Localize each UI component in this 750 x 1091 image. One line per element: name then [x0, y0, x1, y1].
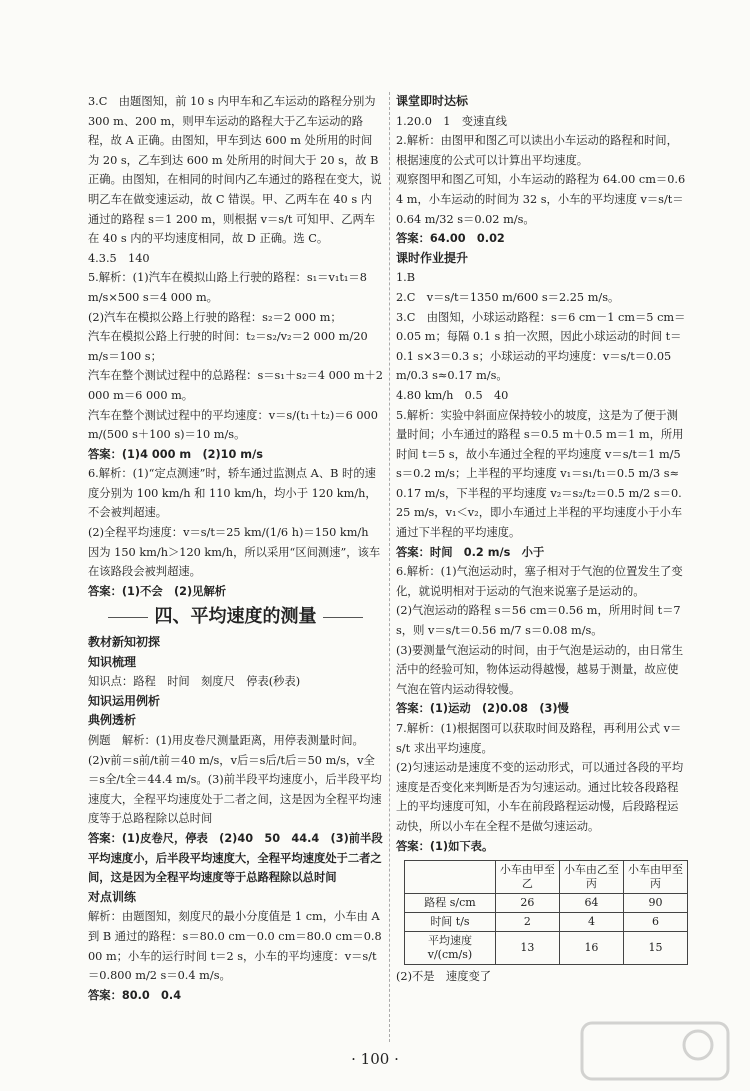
table-cell: 64 — [559, 894, 623, 913]
right-line: 1.20.0 1 变速直线 — [396, 114, 507, 128]
right-line: 2.解析：由图甲和图乙可以读出小车运动的路程和时间，根据速度的公式可以计算出平均速度。 — [396, 134, 678, 167]
answer-line: 答案：时间 0.2 m/s 小于 — [396, 545, 545, 559]
right-line: (2)匀速运动是速度不变的运动形式，可以通过各段的平均速度是否变化来判断是否为匀速运动。通过比较各段路程上的平均速度可知，小车在前段路程运动慢，后段路程运动快，所以小车在全程不是做匀速运动。 — [396, 761, 684, 833]
right-line: 2.C v＝s/t＝1350 m/600 s＝2.25 m/s。 — [396, 290, 620, 304]
right-line: (2)气泡运动的路程 s＝56 cm＝0.56 m，所用时间 t＝7 s，则 v＝s/t＝0.56 m/7 s＝0.08 m/s。 — [396, 604, 685, 638]
left-line: 5.解析：(1)汽车在模拟山路上行驶的路程：s₁＝v₁t₁＝8 m/s×500 s＝4 000 m。 — [88, 271, 371, 304]
section-title: 四、平均速度的测量 — [88, 607, 383, 627]
table-cell: 小车由甲至丙 — [623, 861, 687, 894]
left-line: 汽车在整个测试过程中的平均速度：v＝s/(t₁＋t₂)＝6 000 m/(500 s＋100 s)＝10 m/s。 — [88, 408, 382, 442]
left-line: 例题 解析：(1)用皮卷尺测量距离，用停表测量时间。 — [88, 734, 364, 747]
left-line: (2)v前＝s前/t前＝40 m/s，v后＝s后/t后＝50 m/s，v全＝s全/t全＝44.4 m/s。(3)前半段平均速度小，后半段平均速度大，全程平均速度处于二者之间，这是因为全程平均速度等于总路程除以总时间 — [88, 753, 382, 826]
left-line: (2)全程平均速度：v＝s/t＝25 km/(1/6 h)＝150 km/h — [88, 526, 369, 540]
right-line: 4.80 km/h 0.5 40 — [396, 388, 509, 402]
left-column — [88, 92, 387, 1005]
right-line: 观察图甲和图乙可知，小车运动的路程为 64.00 cm＝0.64 m，小车运动的时间为 32 s，小车的平均速度 v＝s/t＝0.64 m/32 s＝0.02 m/s。 — [396, 173, 686, 226]
answer-line: 答案：(1)不会 (2)见解析 — [88, 584, 227, 598]
table-cell — [405, 861, 496, 894]
right-line: 6.解析：(1)气泡运动时，塞子相对于气泡的位置发生了变化，就说明相对于运动的气泡来说塞子是运动的。 — [396, 565, 683, 598]
left-line: 6.解析：(1)“定点测速”时，轿车通过监测点 A、B 时的速度分别为 100 km/h 和 110 km/h，均小于 120 km/h，不会被判超速。 — [88, 467, 377, 520]
left-line: 汽车在整个测试过程中的总路程：s＝s₁＋s₂＝4 000 m＋2 000 m＝6 000 m。 — [88, 369, 387, 402]
heading: 教材新知初探 — [88, 635, 161, 650]
answer-line: 答案：64.00 0.02 — [396, 232, 505, 246]
right-column — [396, 92, 688, 987]
answer-line: 答案：80.0 0.4 — [88, 988, 182, 1002]
table-cell: 26 — [495, 894, 559, 913]
right-line: 5.解析：实验中斜面应保持较小的坡度，这是为了便于测量时间；小车通过的路程 s＝0.5 m＋0.5 m＝1 m，所用时间 t＝5 s，故小车通过全程的平均速度 v＝s/t＝1 m/5 s＝0.2 m/s；上半程的平均速度 v₁＝s₁/t₁＝0.5 m/3 s≈0.17 m/s，下半程的平均速度 v₂＝s₂/t₂＝0.5 m/2 s＝0.25 m/s，v₁＜v₂，即小车通过上半程的平均速度小于小车通过下半程的平均速度。 — [396, 408, 685, 540]
right-line: 3.C 由图知，小球运动路程：s＝6 cm－1 cm＝5 cm＝0.05 m；每隔 0.1 s 拍一次照，因此小球运动的时间 t＝0.1 s×3＝0.3 s；小球运动的平均速度：v＝s/t＝0.05 m/0.3 s≈0.17 m/s。 — [396, 310, 686, 383]
answer-line: 答案：(1)如下表。 — [396, 839, 494, 853]
heading: 知识梳理 — [88, 654, 137, 669]
left-line: (2)汽车在模拟公路上行驶的路程：s₂＝2 000 m； — [88, 310, 342, 324]
table-cell: 平均速度 v/(cm/s) — [405, 932, 496, 965]
right-line: 7.解析：(1)根据图可以获取时间及路程，再利用公式 v＝s/t 求出平均速度。 — [396, 722, 682, 755]
column-divider — [389, 92, 390, 1042]
table-row — [405, 932, 688, 965]
heading: 知识运用例析 — [88, 693, 161, 708]
table-cell: 路程 s/cm — [405, 894, 496, 913]
table-cell: 小车由乙至丙 — [559, 861, 623, 894]
page-number: · 100 · — [351, 1050, 399, 1068]
left-line: 因为 150 km/h＞120 km/h，所以采用“区间测速”，该车在该路段会被判超速。 — [88, 545, 381, 579]
table-cell: 13 — [495, 932, 559, 965]
table-cell: 小车由甲至乙 — [495, 861, 559, 894]
answer-line: 答案：(1)运动 (2)0.08 (3)慢 — [396, 702, 569, 716]
left-line: 解析：由题图知，刻度尺的最小分度值是 1 cm，小车由 A 到 B 通过的路程：s＝80.0 cm－0.0 cm＝80.0 cm＝0.800 m；小车的运行时间 t＝2 s，小车的平均速度：v＝s/t＝0.800 m/2 s＝0.4 m/s。 — [88, 910, 384, 983]
table-row — [405, 913, 688, 932]
table-row — [405, 894, 688, 913]
left-line: 知识点：路程 时间 刻度尺 停表(秒表) — [88, 675, 301, 689]
watermark-logo — [580, 1021, 730, 1081]
table-cell: 4 — [559, 913, 623, 932]
right-line: (3)要测量气泡运动的时间，由于气泡是运动的，由日常生活中的经验可知，物体运动得越慢，越易于测量，故应使气泡在管内运动得较慢。 — [396, 643, 684, 696]
left-line: 3.C 由题图知，前 10 s 内甲车和乙车运动的路程分别为 300 m、200 m，则甲车运动的路程大于乙车运动的路程，故 A 正确。由图知，甲车到达 600 m 处所用的时间为 20 s，乙车到达 600 m 处所用的时间大于 20 s，故 B 正确。由图知，在相同的时间内乙车通过的路程在变大，说明乙车在做变速运动，故 C 错误。甲、乙两车在 40 s 内通过的路程 s＝1 200 m，则根据 v＝s/t 可知甲、乙两车在 40 s 内的平均速度相同，故 D 正确。选 C。 — [88, 95, 382, 246]
right-line: (2)不是 速度变了 — [396, 970, 492, 984]
answer-line: 答案：(1)4 000 m (2)10 m/s — [88, 447, 263, 461]
table-cell: 2 — [495, 913, 559, 932]
table-row — [405, 861, 688, 894]
heading: 课时作业提升 — [396, 250, 469, 265]
heading: 课堂即时达标 — [396, 94, 469, 108]
data-table — [404, 860, 688, 965]
heading: 典例透析 — [88, 713, 137, 728]
answer-line: 答案：(1)皮卷尺，停表 (2)40 50 44.4 (3)前半段平均速度小，后半段平均速度大，全程平均速度处于二者之间，这是因为全程平均速度等于总路程除以总时间 — [88, 831, 383, 885]
table-cell: 15 — [623, 932, 687, 965]
right-line: 1.B — [396, 271, 416, 285]
left-line: 汽车在模拟公路上行驶的时间：t₂＝s₂/v₂＝2 000 m/20 m/s＝100 s； — [88, 330, 372, 363]
table-cell: 90 — [623, 894, 687, 913]
table-cell: 16 — [559, 932, 623, 965]
heading: 对点训练 — [88, 889, 137, 904]
table-cell: 时间 t/s — [405, 913, 496, 932]
table-cell: 6 — [623, 913, 687, 932]
left-line: 4.3.5 140 — [88, 251, 150, 265]
